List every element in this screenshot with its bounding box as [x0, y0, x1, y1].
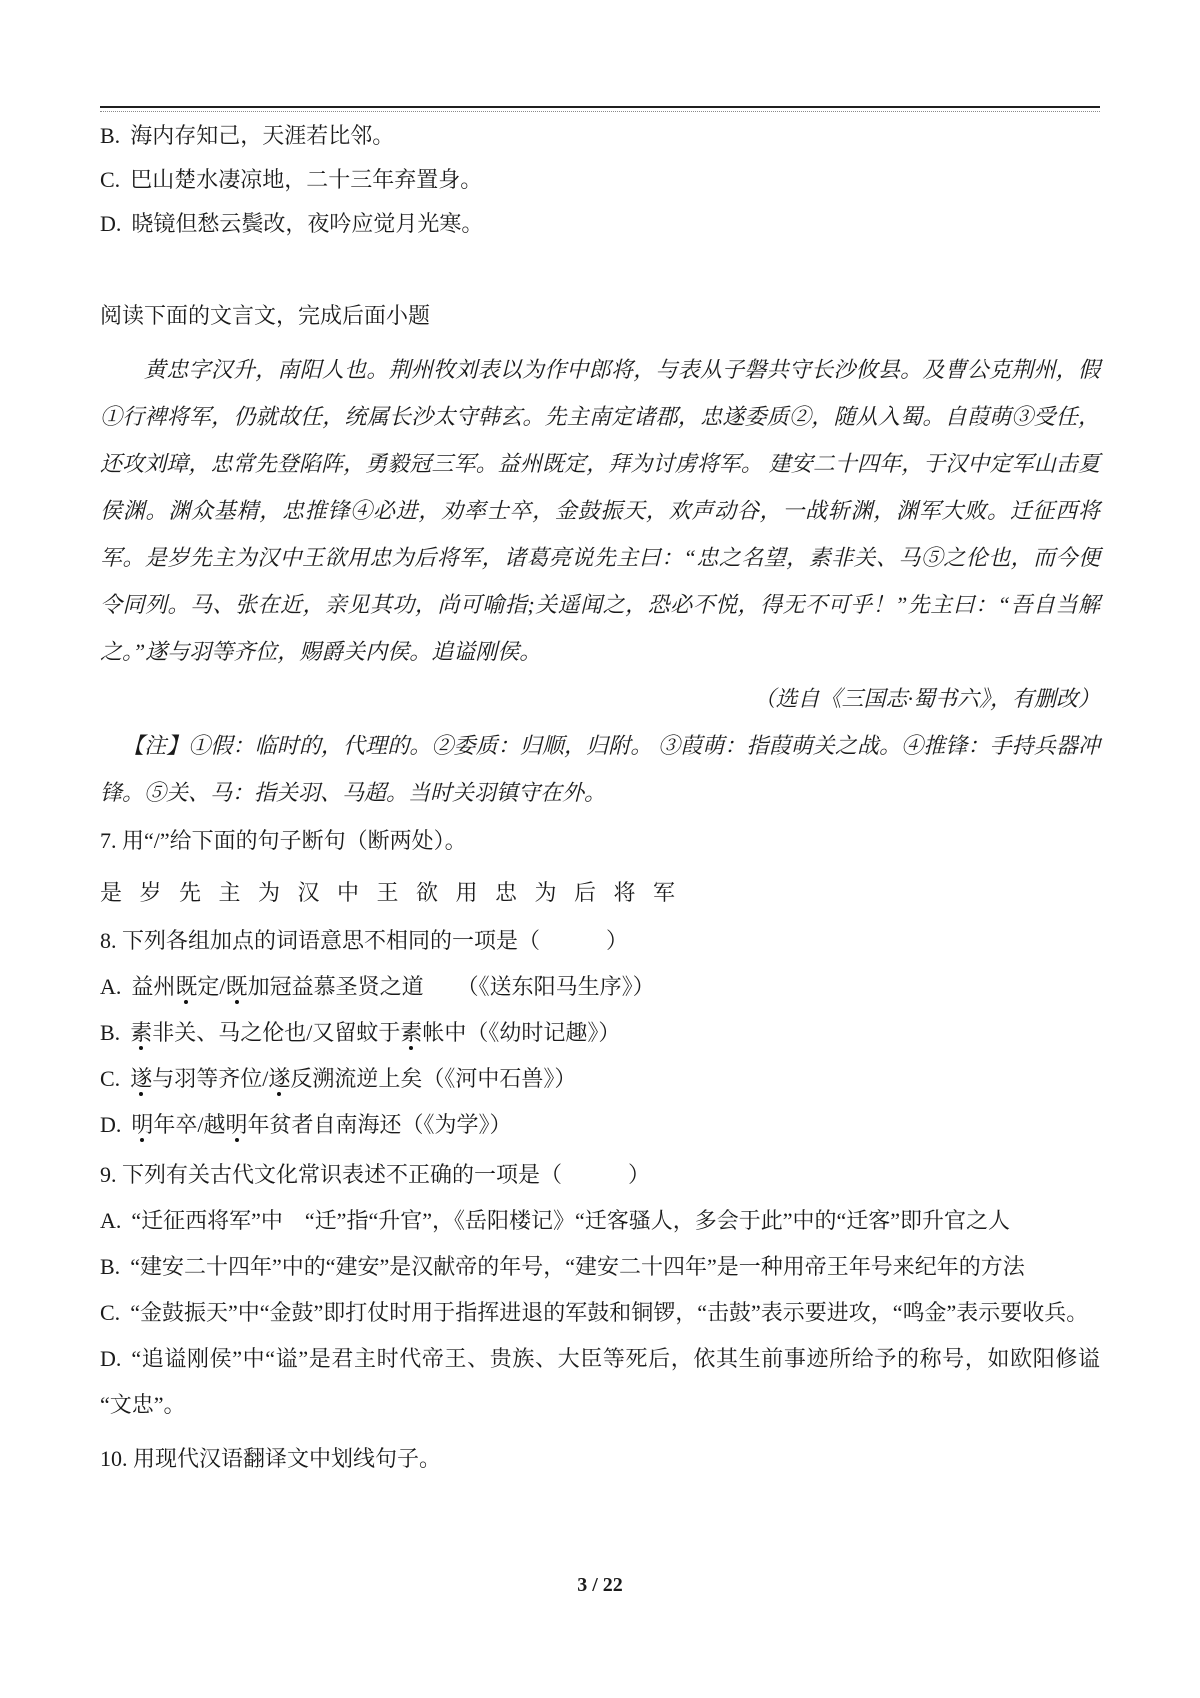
- poem-option-d: [100, 202, 1100, 246]
- page-content: [0, 106, 1200, 1482]
- section-gap: [100, 246, 1100, 294]
- classical-passage: 黄忠字汉升，南阳人也。荆州牧刘表以为作中郎将，与表从子磐共守长沙攸县。及曹公克荆州，假①行裨将军，仍就故任，统属长沙太守韩玄。先主南定诸郡，忠遂委质②，随从入蜀。自葭萌③受任，还攻刘璋，忠常先登陷阵，勇毅冠三军。益州既定，拜为讨虏将军。 建安二十四年，于汉中定军山击夏侯渊。渊众基精，忠推锋④必进，劝率士卒，金鼓振天，欢声动谷，一战斩渊，渊军大败。迁征西将军。是岁先主为汉中王欲用忠为后将军，诸葛亮说先主曰：“忠之名望，素非关、马⑤之伦也，而今便令同列。马、张在近，亲见其功，尚可喻指;关遥闻之，恐必不悦，得无不可乎！”先主曰：“吾自当解之。”遂与羽等齐位，赐爵关内侯。追谥刚侯。: [100, 357, 1100, 664]
- q9-option-b: [100, 1244, 1100, 1290]
- q9-option-d: [100, 1336, 1100, 1428]
- poem-option-c: [100, 158, 1100, 202]
- option-label: D.: [100, 211, 122, 236]
- q9-option-a: [100, 1198, 1100, 1244]
- option-label: A.: [100, 974, 122, 999]
- header-divider: [100, 106, 1100, 112]
- page-number: 3 / 22: [577, 1574, 623, 1596]
- option-label: B.: [100, 123, 121, 148]
- option-text: “追谥刚侯”中“谥”是君主时代帝王、贵族、大臣等死后，依其生前事迹所给予的称号，如欧阳修谥“文忠”。: [100, 1346, 1100, 1417]
- q8-option-a: [100, 964, 1100, 1010]
- option-text: 益州既定/既加冠益慕圣贤之道 （《送东阳马生序》）: [131, 974, 655, 999]
- option-text: 明年卒/越明年贫者自南海还（《为学》）: [131, 1112, 512, 1137]
- option-text: 海内存知己，天涯若比邻。: [130, 123, 395, 148]
- option-text: “金鼓振天”中“金鼓”即打仗时用于指挥进退的军鼓和铜锣，“击鼓”表示要进攻，“鸣金”表示要收兵。: [130, 1300, 1089, 1325]
- option-text: “建安二十四年”中的“建安”是汉献帝的年号，“建安二十四年”是一种用帝王年号来纪年的方法: [130, 1254, 1025, 1279]
- poem-option-b: [100, 114, 1100, 158]
- option-label: C.: [100, 1300, 121, 1325]
- option-text: 晓镜但愁云鬓改，夜吟应觉月光寒。: [131, 211, 484, 236]
- option-label: D.: [100, 1346, 122, 1371]
- option-label: B.: [100, 1020, 121, 1045]
- question-7-title: 7. 用“/”给下面的句子断句（断两处）。: [100, 828, 467, 853]
- passage-citation: （选自《三国志·蜀书六》，有删改）: [753, 686, 1100, 711]
- reading-intro: 阅读下面的文言文，完成后面小题: [100, 303, 431, 328]
- question-8-title: 8. 下列各组加点的词语意思不相同的一项是（ ）: [100, 928, 629, 953]
- passage-annotations: 【注】①假：临时的，代理的。②委质：归顺，归附。 ③葭萌：指葭萌关之战。④推锋：手持兵器冲锋。⑤关、马：指关羽、马超。当时关羽镇守在外。: [100, 733, 1100, 805]
- question-7-sentence: 是 岁 先 主 为 汉 中 王 欲 用 忠 为 后 将 军: [100, 880, 676, 905]
- option-label: A.: [100, 1208, 122, 1233]
- option-label: C.: [100, 167, 121, 192]
- q9-option-c: [100, 1290, 1100, 1336]
- q8-option-d: [100, 1102, 1100, 1148]
- q8-option-c: [100, 1056, 1100, 1102]
- option-text: 遂与羽等齐位/遂反溯流逆上矣（《河中石兽》）: [130, 1066, 577, 1091]
- option-label: D.: [100, 1112, 122, 1137]
- option-text: “迁征西将军”中 “迁”指“升官”，《岳阳楼记》“迁客骚人，多会于此”中的“迁客”即升官之人: [131, 1208, 1011, 1233]
- q8-option-b: [100, 1010, 1100, 1056]
- option-label: B.: [100, 1254, 121, 1279]
- question-9-title: 9. 下列有关古代文化常识表述不正确的一项是（ ）: [100, 1162, 651, 1187]
- option-text: 素非关、马之伦也/又留蚊于素帐中（《幼时记趣》）: [130, 1020, 621, 1045]
- option-text: 巴山楚水凄凉地，二十三年弃置身。: [130, 167, 483, 192]
- question-10-title: 10. 用现代汉语翻译文中划线句子。: [100, 1446, 442, 1471]
- option-label: C.: [100, 1066, 121, 1091]
